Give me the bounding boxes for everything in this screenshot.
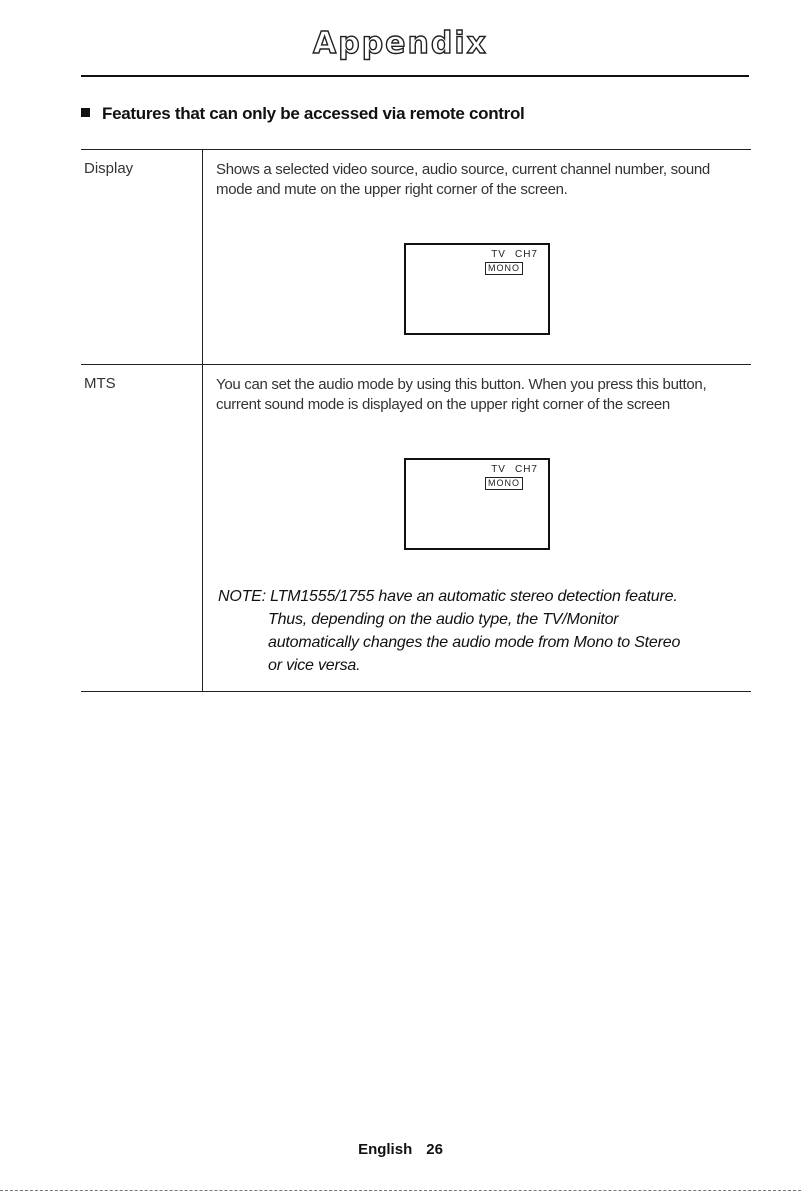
page-number: 26	[426, 1141, 443, 1158]
table-bottom-rule	[81, 691, 751, 692]
osd-sound-mode: MONO	[485, 477, 523, 490]
section-heading-text: Features that can only be accessed via remote control	[102, 104, 525, 123]
osd-channel-readout	[491, 249, 538, 260]
note-line: NOTE: LTM1555/1755 have an automatic stereo detection feature.	[218, 588, 678, 605]
row-description-display: Shows a selected video source, audio source, current channel number, sound mode and mute on the upper right corner of the screen.	[216, 161, 710, 198]
note-line: or vice versa.	[268, 657, 361, 674]
row-label-mts: MTS	[84, 375, 116, 392]
screen-illustration	[404, 243, 550, 335]
page-bottom-edge	[0, 1190, 801, 1191]
table-row-divider	[81, 364, 751, 365]
title-divider	[81, 75, 749, 77]
footer-language: English	[358, 1141, 413, 1158]
page-footer	[0, 1141, 801, 1158]
osd-channel-readout	[491, 464, 538, 475]
table-top-rule	[81, 149, 751, 150]
note-block	[218, 585, 748, 677]
osd-sound-mode: MONO	[485, 262, 523, 275]
osd-channel: CH7	[514, 464, 538, 475]
section-heading	[81, 104, 524, 124]
feature-table	[81, 149, 751, 692]
square-bullet-icon	[81, 108, 90, 117]
screen-illustration	[404, 458, 550, 550]
page-title: Appendix	[313, 26, 488, 61]
osd-source: TV	[491, 464, 506, 475]
note-line: Thus, depending on the audio type, the TV/Monitor	[268, 611, 619, 628]
row-label-display: Display	[84, 160, 134, 177]
table-column-divider	[202, 149, 203, 692]
osd-channel: CH7	[514, 249, 538, 260]
note-line: automatically changes the audio mode from Mono to Stereo	[268, 634, 681, 651]
row-description-mts: You can set the audio mode by using this button. When you press this button, current sound mode is displayed on the upper right corner of the screen	[216, 376, 707, 413]
osd-source: TV	[491, 249, 506, 260]
